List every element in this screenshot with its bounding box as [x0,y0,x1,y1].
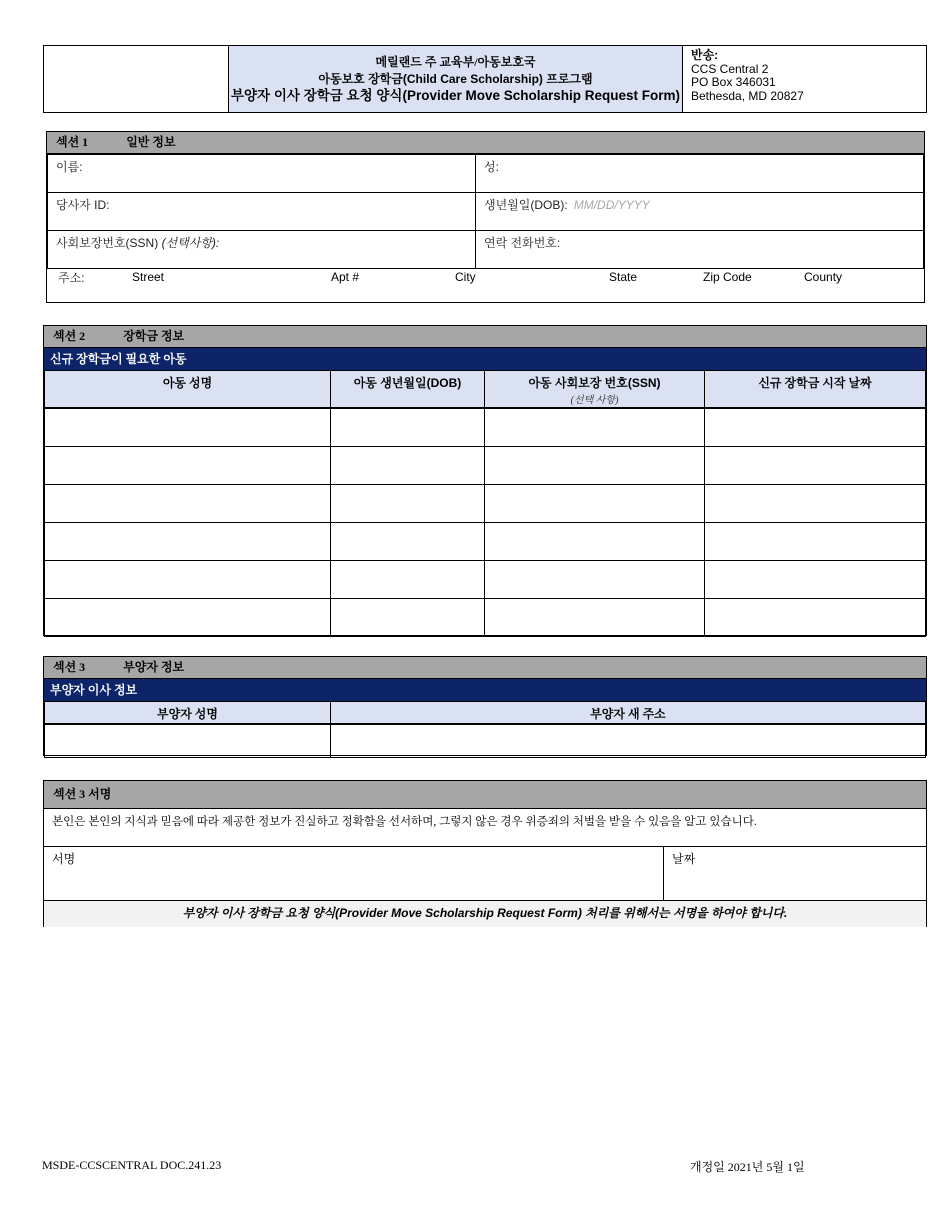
ssn-label: 사회보장번호(SSN) [56,236,159,250]
date-field[interactable] [664,847,926,900]
dob-placeholder: MM/DD/YYYY [573,198,650,212]
last-name-label: 성: [484,160,499,174]
section-1-header [47,132,924,154]
section-2 [43,325,927,636]
section-3-header [44,657,926,679]
col-child-name: 아동 성명 [45,371,331,408]
provider-address-cell[interactable] [331,725,926,758]
program-title: 아동보호 장학금(Child Care Scholarship) 프로그램 [318,71,593,86]
col-child-ssn-label: 아동 사회보장 번호(SSN) [528,376,661,390]
last-name-field[interactable] [476,155,924,193]
child-ssn-cell[interactable] [485,523,705,561]
child-name-cell[interactable] [45,599,331,637]
start-date-cell[interactable] [705,485,926,523]
child-name-cell[interactable] [45,409,331,447]
signature-field[interactable] [44,847,664,900]
col-provider-address: 부양자 새 주소 [331,702,926,724]
child-name-cell[interactable] [45,561,331,599]
col-child-ssn-sub: (선택 사항) [570,395,619,406]
child-ssn-cell[interactable] [485,561,705,599]
doc-code: MSDE-CCSCENTRAL DOC.241.23 [42,1158,222,1172]
dob-field[interactable] [476,193,924,231]
children-bar: 신규 장학금이 필요한 아동 [44,348,926,370]
child-dob-cell[interactable] [331,447,485,485]
signature-required-note: 부양자 이사 장학금 요청 양식(Provider Move Scholarship Request Form) 처리를 위해서는 서명을 하여야 합니다. [44,901,926,927]
col-start-date: 신규 장학금 시작 날짜 [705,371,926,408]
party-id-label: 당사자 ID: [56,198,110,212]
first-name-field[interactable] [48,155,476,193]
provider-move-bar: 부양자 이사 정보 [44,679,926,701]
street-label: Street [132,270,165,284]
section-1 [46,131,925,303]
child-ssn-cell[interactable] [485,447,705,485]
child-dob-cell[interactable] [331,523,485,561]
col-child-dob: 아동 생년월일(DOB) [331,371,485,408]
child-dob-cell[interactable] [331,485,485,523]
city-label: City [455,270,476,284]
form-header [43,45,927,113]
ssn-optional: (선택사항): [161,236,220,250]
section-2-number: 섹션 2 [53,329,86,343]
child-name-cell[interactable] [45,485,331,523]
signature-label: 서명 [52,852,76,866]
agency-title: 메릴랜드 주 교육부/아동보호국 [375,54,536,69]
date-label: 날짜 [672,852,696,866]
county-label: County [804,270,843,284]
revision-date: 개정일 2021년 5월 1일 [690,1160,805,1174]
child-dob-cell[interactable] [331,409,485,447]
child-ssn-cell[interactable] [485,409,705,447]
child-dob-cell[interactable] [331,599,485,637]
apt-label: Apt # [331,270,360,284]
phone-label: 연락 전화번호: [484,236,561,250]
section-1-name: 일반 정보 [126,135,176,149]
start-date-cell[interactable] [705,523,926,561]
signature-header: 섹션 3 서명 [44,781,926,809]
return-line-1: CCS Central 2 [691,61,769,76]
signature-section [43,780,927,927]
form-title-block [229,46,683,112]
section-3-name: 부양자 정보 [123,660,185,674]
child-name-cell[interactable] [45,447,331,485]
zip-label: Zip Code [703,270,752,284]
col-provider-name: 부양자 성명 [45,702,331,724]
return-address-block [683,46,926,112]
child-dob-cell[interactable] [331,561,485,599]
party-id-field[interactable] [48,193,476,231]
col-child-ssn [485,371,705,408]
address-label: 주소: [58,271,85,285]
child-ssn-cell[interactable] [485,485,705,523]
form-title: 부양자 이사 장학금 요청 양식(Provider Move Scholarship Request Form) [230,87,681,103]
start-date-cell[interactable] [705,561,926,599]
section-3 [43,656,927,756]
declaration-text: 본인은 본인의 지식과 믿음에 따라 제공한 정보가 진실하고 정확함을 선서하며, 그렇지 않은 경우 위증죄의 처벌을 받을 수 있음을 알고 있습니다. [44,809,926,847]
first-name-label: 이름: [56,160,83,174]
section-3-number: 섹션 3 [53,660,86,674]
start-date-cell[interactable] [705,599,926,637]
child-name-cell[interactable] [45,523,331,561]
child-ssn-cell[interactable] [485,599,705,637]
phone-field[interactable] [476,231,924,269]
section-2-name: 장학금 정보 [123,329,185,343]
return-line-2: PO Box 346031 [691,75,776,89]
section-1-number: 섹션 1 [56,135,89,149]
ssn-field[interactable] [48,231,476,269]
start-date-cell[interactable] [705,447,926,485]
logo-area [44,46,229,112]
start-date-cell[interactable] [705,409,926,447]
return-line-3: Bethesda, MD 20827 [691,88,804,103]
return-label: 반송: [691,48,719,62]
dob-label: 생년월일(DOB): [484,198,568,212]
provider-name-cell[interactable] [45,725,331,758]
section-2-header [44,326,926,348]
state-label: State [609,270,638,284]
